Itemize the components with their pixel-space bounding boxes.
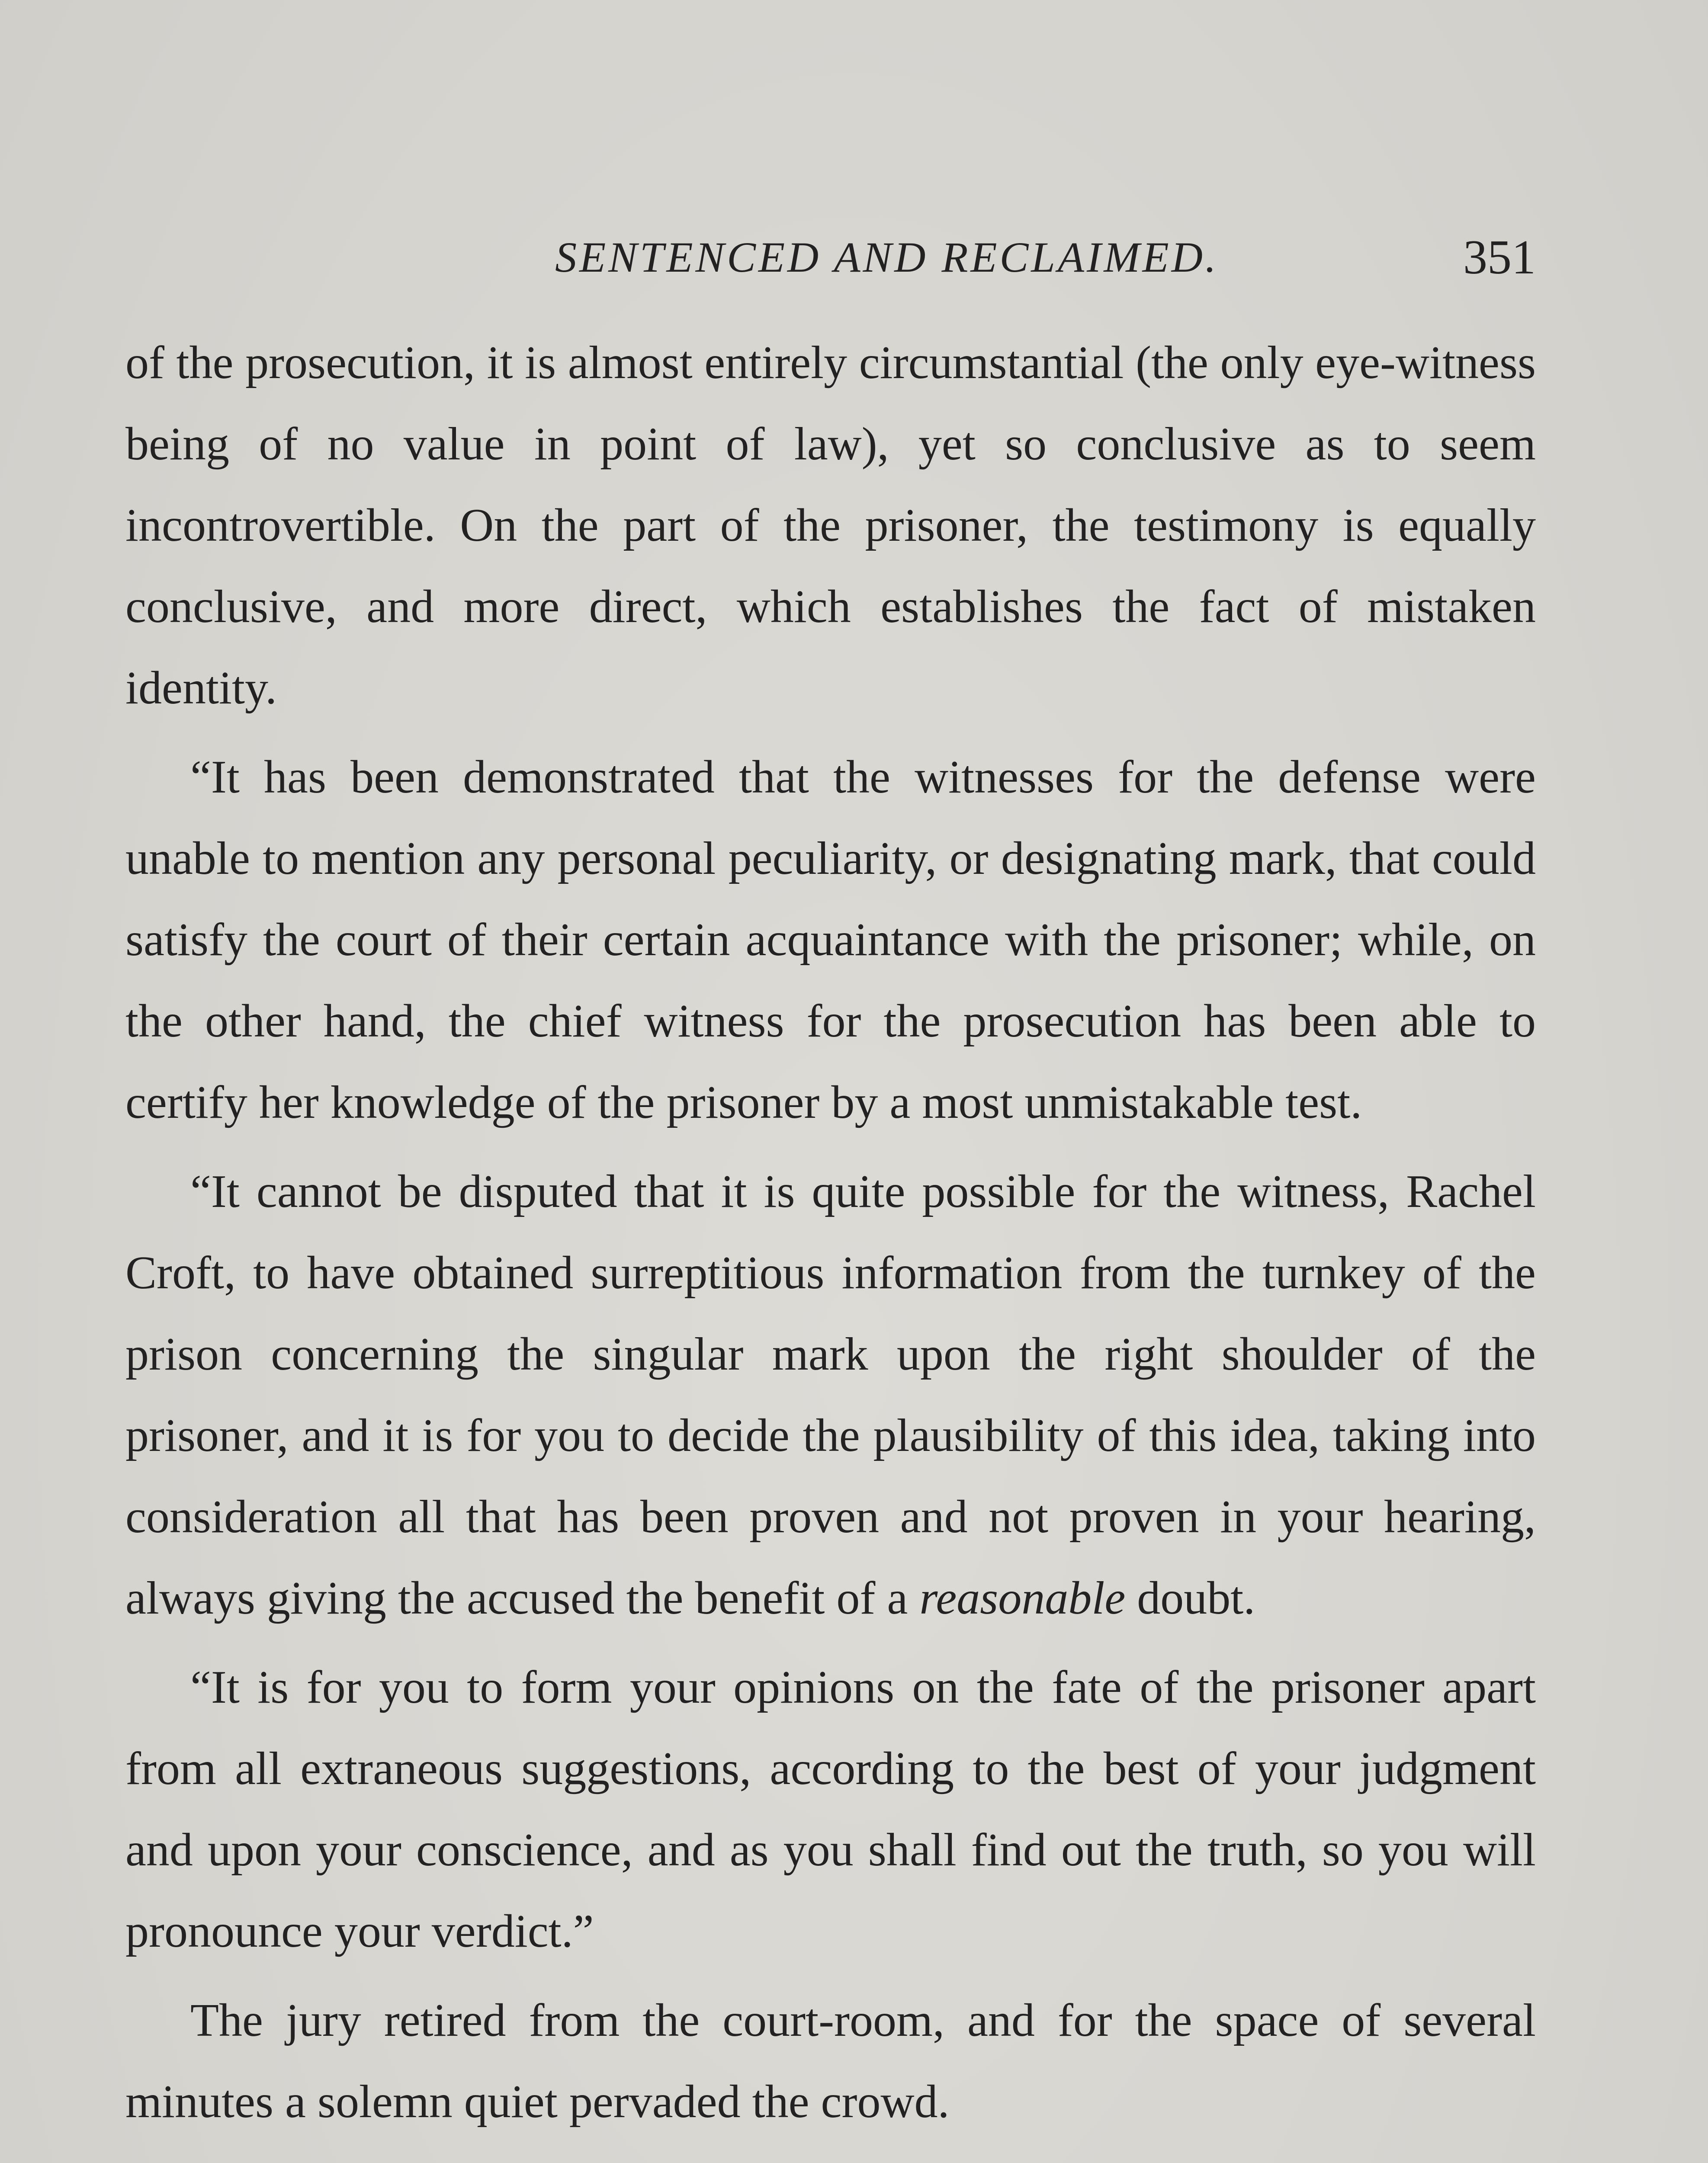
page-header <box>125 225 1536 290</box>
running-title: SENTENCED AND RECLAIMED. <box>555 233 1219 281</box>
paragraph-3-emphasis: reasonable <box>919 1573 1126 1624</box>
paragraph-2: “It has been demonstrated that the witnesses for the defense were unable to mention any personal peculiarity, or designating mark, that could satisfy the court of their certain acquaintance with the prisoner; while, on the other hand, the chief witness for the prosecution has been able to certify her knowledge of the prisoner by a most unmistakable test. <box>125 751 1536 1128</box>
paragraph-5: The jury retired from the court-room, and for the space of several minutes a solemn quiet pervaded the crowd. <box>125 1995 1536 2128</box>
paragraph-3-before: “It cannot be disputed that it is quite possible for the witness, Rachel Croft, to have obtained surreptitious information from the turnkey of the prison concerning the singular mark upon the right shoulder of the prisoner, and it is for you to decide the plausibility of this idea, taking into consideration all that has been proven and not proven in your hearing, always giving the accused the benefit of a <box>125 1166 1536 1624</box>
page-number: 351 <box>1463 231 1536 284</box>
paragraph-3-after: doubt. <box>1125 1573 1255 1624</box>
paragraph-4: “It is for you to form your opinions on the fate of the prisoner apart from all extraneous suggestions, according to the best of your judgment and upon your conscience, and as you shall find out the truth, so you will pronounce your verdict.” <box>125 1662 1536 1957</box>
paragraph-1: of the prosecution, it is almost entirely circumstantial (the only eye-witness being of no value in point of law), yet so conclusive as to seem incontrovertible. On the part of the prisoner, the testimony is equally conclusive, and more direct, which establishes the fact of mistaken identity. <box>125 337 1536 714</box>
body-text <box>125 322 1536 2150</box>
paragraph-3 <box>125 1151 1536 1639</box>
